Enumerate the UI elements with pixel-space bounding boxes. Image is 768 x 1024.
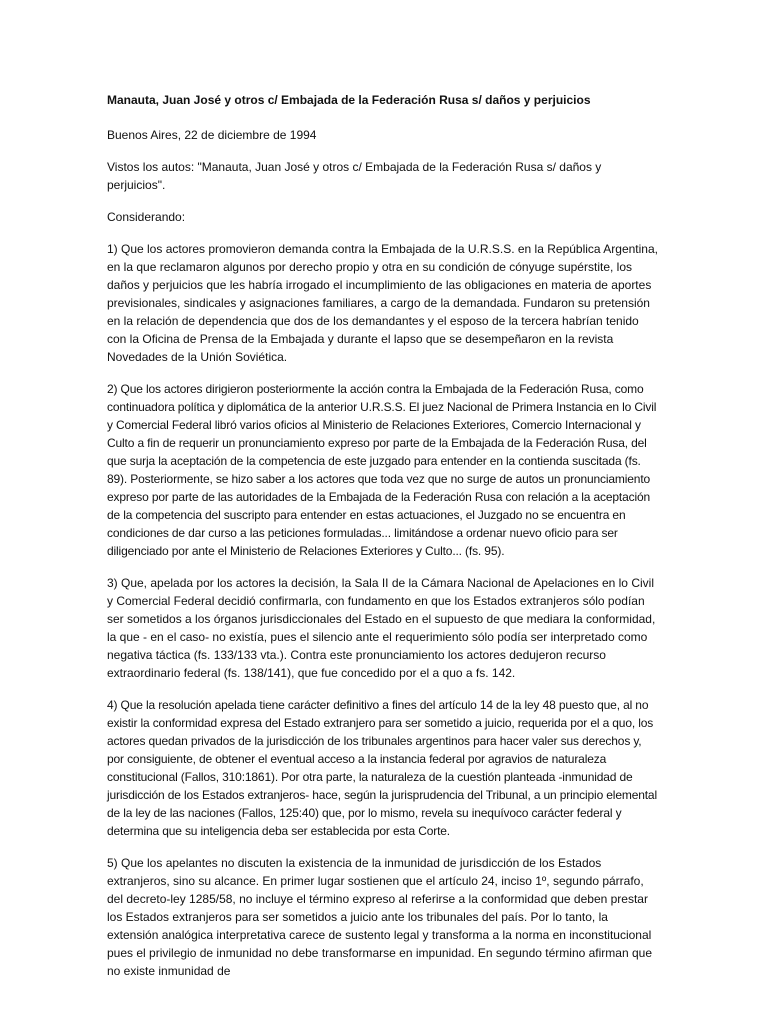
considerando-heading: Considerando: [107,210,186,224]
paragraph-1: 1) Que los actores promovieron demanda contra la Embajada de la U.R.S.S. en la República Argentina, en la que reclamaron algunos por derecho propio y otra en su condición de cónyuge supérstite, los daños y perjuicios que les habría irrogado el incumplimiento de las obligaciones en materia de aportes previsionales, sindicales y asignaciones familiares, a cargo de la demandada. Fundaron su pretensión en la relación de dependencia que dos de los demandantes y el esposo de la tercera habrían tenido con la Oficina de Prensa de la Embajada y durante el lapso que se desempeñaron en la revista Novedades de la Unión Soviética. [107,242,658,364]
paragraph-4: 4) Que la resolución apelada tiene carácter definitivo a fines del artículo 14 de la ley 48 puesto que, al no existir la conformidad expresa del Estado extranjero para ser sometido a juicio, requerida por el a quo, los actores quedan privados de la jurisdicción de los tribunales argentinos para hacer valer sus derechos y, por consiguiente, de obtener el eventual acceso a la instancia federal por agravios de naturaleza constitucional (Fallos, 310:1861). Por otra parte, la naturaleza de la cuestión planteada -inmunidad de jurisdicción de los Estados extranjeros- hace, según la jurisprudencia del Tribunal, a un principio elemental de la ley de las naciones (Fallos, 125:40) que, por lo mismo, revela su inequívoco carácter federal y determina que su inteligencia deba ser establecida por esta Corte. [107,698,657,838]
paragraph-2: 2) Que los actores dirigieron posteriormente la acción contra la Embajada de la Federación Rusa, como continuadora política y diplomática de la anterior U.R.S.S. El juez Nacional de Primera Instancia en lo Civil y Comercial Federal libró varios oficios al Ministerio de Relaciones Exteriores, Comercio Internacional y Culto a fin de requerir un pronunciamiento expreso por parte de la Embajada de la Federación Rusa, del que surja la aceptación de la competencia de este juzgado para entender en la contienda suscitada (fs. 89). Posteriormente, se hizo saber a los actores que toda vez que no surge de autos un pronunciamiento expreso por parte de las autoridades de la Embajada de la Federación Rusa con relación a la aceptación de la competencia del suscripto para entender en estas actuaciones, el Juzgado no se encuentra en condiciones de dar curso a las peticiones formuladas... limitándose a ordenar nuevo oficio para ser diligenciado por ante el Ministerio de Relaciones Exteriores y Culto... (fs. 95). [107,382,657,558]
vistos-paragraph: Vistos los autos: "Manauta, Juan José y otros c/ Embajada de la Federación Rusa s/ daños y perjuicios". [107,160,602,192]
paragraph-3: 3) Que, apelada por los actores la decisión, la Sala II de la Cámara Nacional de Apelaciones en lo Civil y Comercial Federal decidió confirmarla, con fundamento en que los Estados extranjeros sólo podían ser sometidos a los órganos jurisdiccionales del Estado en el supuesto de que mediara la conformidad, la que - en el caso- no existía, pues el silencio ante el requerimiento sólo podía ser interpretado como negativa táctica (fs. 133/133 vta.). Contra este pronunciamiento los actores dedujeron recurso extraordinario federal (fs. 138/141), que fue concedido por el a quo a fs. 142. [107,576,656,680]
paragraph-5: 5) Que los apelantes no discuten la existencia de la inmunidad de jurisdicción de los Estados extranjeros, sino su alcance. En primer lugar sostienen que el artículo 24, inciso 1º, segundo párrafo, del decreto-ley 1285/58, no incluye el término expreso al referirse a la conformidad que deben prestar los Estados extranjeros para ser sometidos a juicio ante los tribunales del país. Por lo tanto, la extensión analógica interpretativa carece de sustento legal y transforma a la norma en inconstitucional pues el privilegio de inmunidad no debe transformarse en impunidad. En segundo término afirman que no existe inmunidad de [107,856,652,978]
document-title: Manauta, Juan José y otros c/ Embajada de la Federación Rusa s/ daños y perjuicios [107,93,591,107]
date-line: Buenos Aires, 22 de diciembre de 1994 [107,128,317,142]
